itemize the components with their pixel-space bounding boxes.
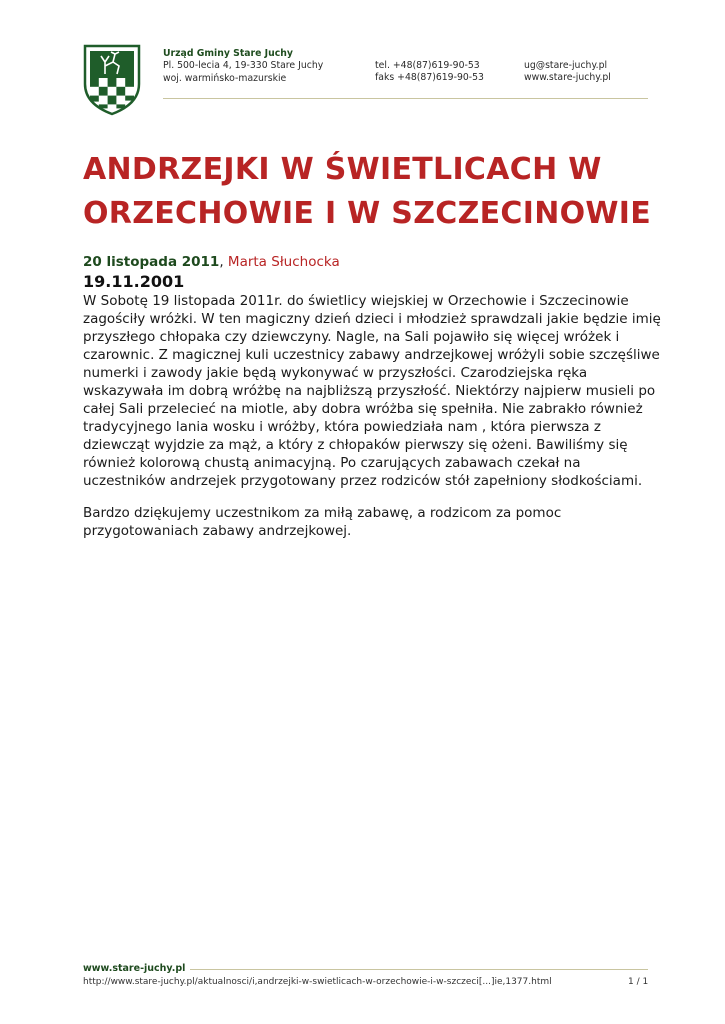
header-contact-block xyxy=(524,60,611,85)
footer-divider xyxy=(190,969,648,970)
address-line: Pl. 500-lecia 4, 19-330 Stare Juchy xyxy=(163,60,324,72)
article-title: ANDRZEJKI W ŚWIETLICACH W ORZECHOWIE I W SZCZECINOWIE xyxy=(83,152,652,231)
article-author: Marta Słuchocka xyxy=(227,254,340,270)
footer-page-number: 1 / 1 xyxy=(628,977,649,987)
region-line: woj. warmińsko-mazurskie xyxy=(163,72,287,84)
article-paragraph-1: W Sobotę 19 listopada 2011r. do świetlicy wiejskiej w Orzechowie i Szczecinowie zagościły wróżki. W ten magiczny dzień dzieci i młodzież sprawdzali jakie będzie imię przyszłego chłopaka czy dziewczyny. Nagle, na Sali pojawiło się więcej wróżek i czarownic. Z magicznej kuli uczestnicy zabawy andrzejkowej wróżyli sobie szczęśliwe numerki i zawody jakie będą wykonywać w przyszłości. Czarodziejska ręka wskazywała im dobrą wróżbę na najbliższą przyszłość. Niektórzy najpierw musieli po całej Sali przelecieć na miotle, aby dobra wróżba się spełniła. Nie zabrakło również tradycyjnego lania wosku i wróżby, która powiedziała nam , która pierwsza z dziewcząt wyjdzie za mąż, a który z chłopaków pierwszy się ożeni. Bawiliśmy się również kolorową chustą animacyjną. Po czarujących zabawach czekał na uczestników andrzejek przygotowany przez rodziców stół zapełniony słodkościami. xyxy=(83,293,661,489)
article-paragraph-2: Bardzo dziękujemy uczestnikom za miłą zabawę, a rodzicom za pomoc przygotowaniach zabawy andrzejkowej. xyxy=(83,505,562,539)
article-meta: 20 listopada 2011, Marta Słuchocka xyxy=(83,254,340,270)
header-phone-block xyxy=(375,60,484,85)
article-subheading: 19.11.2001 xyxy=(83,272,185,291)
phone-number: tel. +48(87)619-90-53 xyxy=(375,60,480,71)
email-link[interactable]: ug@stare-juchy.pl xyxy=(524,60,608,71)
header-divider xyxy=(163,98,648,99)
article-body xyxy=(83,292,663,554)
footer-site-link[interactable]: www.stare-juchy.pl xyxy=(83,963,186,974)
website-link[interactable]: www.stare-juchy.pl xyxy=(524,72,611,84)
organization-name: Urząd Gminy Stare Juchy xyxy=(163,48,293,59)
fax-number: faks +48(87)619-90-53 xyxy=(375,72,484,84)
article-date: 20 listopada 2011 xyxy=(83,254,220,270)
coat-of-arms-logo xyxy=(83,44,141,116)
header-address-block xyxy=(163,48,323,85)
footer-page-url[interactable]: http://www.stare-juchy.pl/aktualnosci/i,andrzejki-w-swietlicach-w-orzechowie-i-w-szczeci[...]ie,1377.html xyxy=(83,977,552,987)
